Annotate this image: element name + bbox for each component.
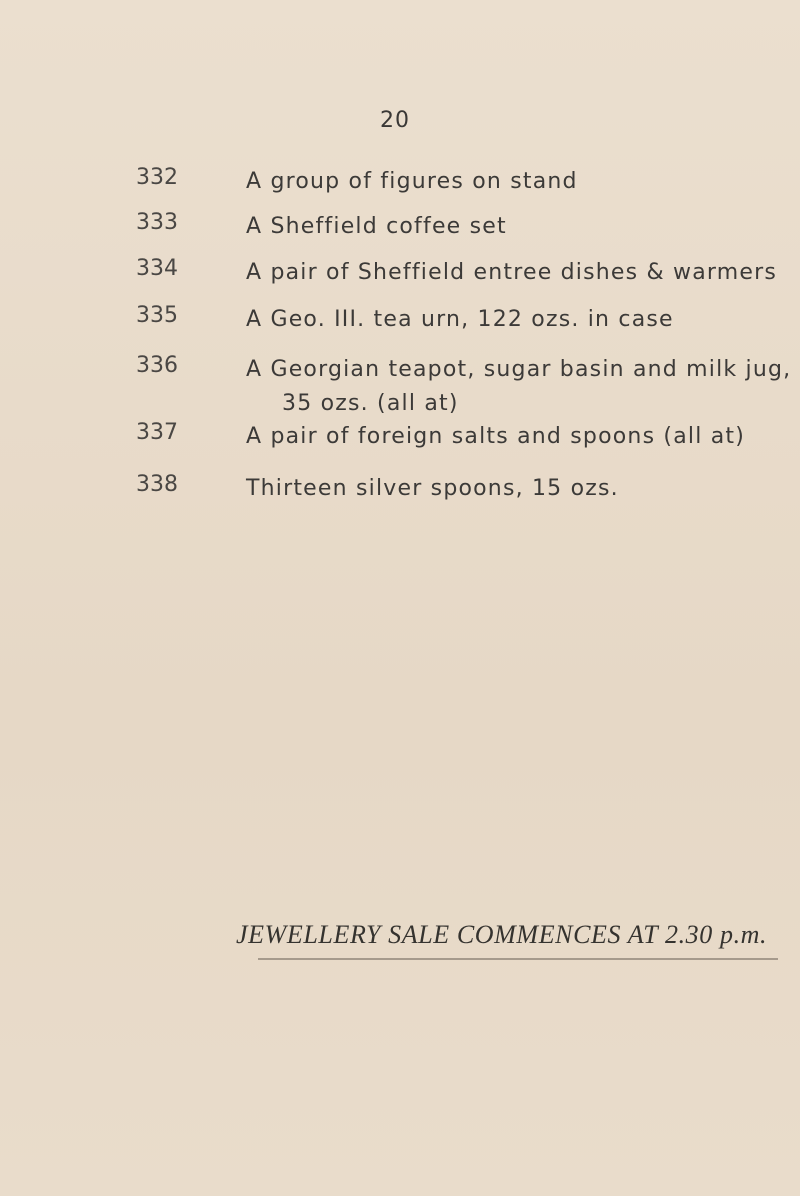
lot-description-line: A Georgian teapot, sugar basin and milk jug, [246,357,792,382]
lot-description-line: 35 ozs. (all at) [282,391,459,416]
lot-description-line: A pair of Sheffield entree dishes & warmers [246,260,778,285]
lot-description [246,303,786,337]
lot-number: 338 [136,472,178,497]
lot-description [246,472,786,506]
lot-description [246,210,786,244]
lot-number: 334 [136,256,178,281]
lot-description [246,420,786,454]
sale-notice: JEWELLERY SALE COMMENCES AT 2.30 p.m. [236,920,768,949]
lot-number: 335 [136,303,178,328]
lot-number: 333 [136,210,178,235]
divider-rule [258,958,778,960]
lot-description [246,353,792,421]
lot-number: 337 [136,420,178,445]
lot-description-line: A pair of foreign salts and spoons (all at) [246,424,745,449]
lot-description-line: A Sheffield coffee set [246,214,507,239]
lot-description [246,165,786,199]
lot-description-line: A Geo. III. tea urn, 122 ozs. in case [246,307,674,332]
lot-description [246,256,786,290]
page-number: 20 [380,108,410,133]
lot-description-line: Thirteen silver spoons, 15 ozs. [246,476,619,501]
lot-description-line: A group of figures on stand [246,169,578,194]
lot-number: 332 [136,165,178,190]
lot-number: 336 [136,353,178,378]
